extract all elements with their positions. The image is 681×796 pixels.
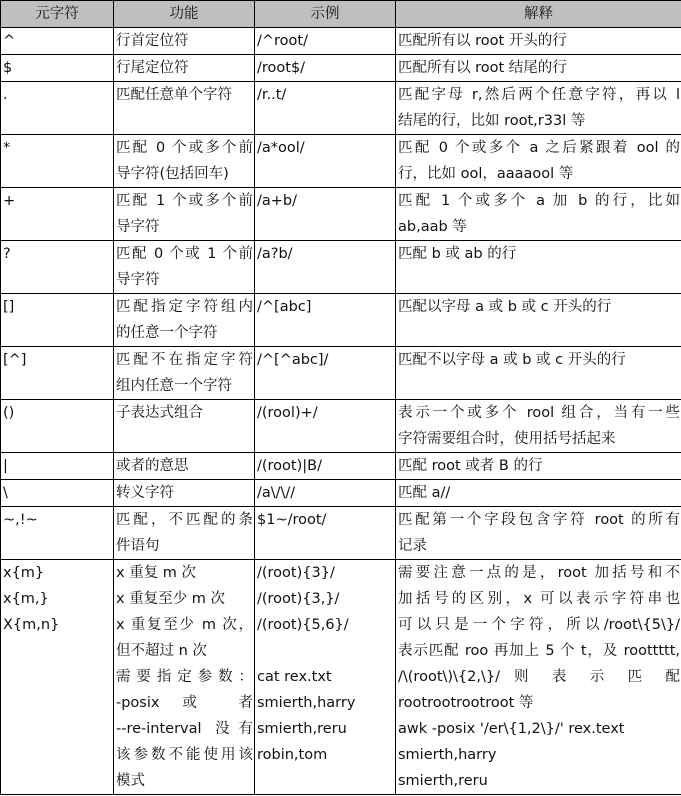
metachar-cell: x{m} x{m,} X{m,n} bbox=[1, 560, 114, 795]
table-row bbox=[1, 400, 681, 453]
example-cell: /a\/\// bbox=[255, 480, 396, 507]
explanation-cell: 匹配 0 个或多个 a 之后紧跟着 ool 的 行，比如 ool，aaaaool 等 bbox=[396, 135, 681, 188]
example-cell: /^[^abc]/ bbox=[255, 347, 396, 400]
header-function: 功能 bbox=[114, 1, 255, 28]
table-row bbox=[1, 507, 681, 560]
example-cell: /a+b/ bbox=[255, 188, 396, 241]
explanation-cell: 匹配第一个字段包含字符 root 的所有 记录 bbox=[396, 507, 681, 560]
table-row bbox=[1, 241, 681, 294]
metachar-cell: ~,!~ bbox=[1, 507, 114, 560]
example-cell: /^root/ bbox=[255, 28, 396, 55]
table-row bbox=[1, 480, 681, 507]
function-cell: 行首定位符 bbox=[114, 28, 255, 55]
function-cell: 匹配 0 个或多个前 导字符(包括回车) bbox=[114, 135, 255, 188]
explanation-cell: 匹配 root 或者 B 的行 bbox=[396, 453, 681, 480]
example-cell: $1~/root/ bbox=[255, 507, 396, 560]
function-cell: 匹配，不匹配的条 件语句 bbox=[114, 507, 255, 560]
table-row bbox=[1, 82, 681, 135]
function-cell: 行尾定位符 bbox=[114, 55, 255, 82]
table-row bbox=[1, 453, 681, 480]
explanation-cell: 匹配 a// bbox=[396, 480, 681, 507]
table-row bbox=[1, 560, 681, 795]
table-row bbox=[1, 55, 681, 82]
metachar-cell: | bbox=[1, 453, 114, 480]
example-cell: /(root)|B/ bbox=[255, 453, 396, 480]
example-cell: /(root){3}/ /(root){3,}/ /(root){5,6}/ cat rex.txt smierth,harry smierth,reru robin,tom bbox=[255, 560, 396, 795]
function-cell: 匹配 0 个或 1 个前 导字符 bbox=[114, 241, 255, 294]
example-cell: /root$/ bbox=[255, 55, 396, 82]
table-row bbox=[1, 294, 681, 347]
metachar-cell: [^] bbox=[1, 347, 114, 400]
table-row bbox=[1, 28, 681, 55]
metachar-cell: * bbox=[1, 135, 114, 188]
explanation-cell: 需要注意一点的是，root 加括号和不 加括号的区别，x 可以表示字符串也 可以只是一个字符，所以/root\{5\}/ 表示匹配 roo 再加上 5 个 t，及 roottttt, /\(root\)\{2,\}/ 则 表 示 匹 配 rootrootrootroot 等 awk -posix '/er\{1,2\}/' rex.text smierth,harry smierth,reru bbox=[396, 560, 681, 795]
header-explanation: 解释 bbox=[396, 1, 681, 28]
metachar-cell: \ bbox=[1, 480, 114, 507]
explanation-cell: 匹配所有以 root 开头的行 bbox=[396, 28, 681, 55]
table-row bbox=[1, 188, 681, 241]
example-cell: /r..t/ bbox=[255, 82, 396, 135]
function-cell: 或者的意思 bbox=[114, 453, 255, 480]
metachar-cell: [] bbox=[1, 294, 114, 347]
explanation-cell: 匹配以字母 a 或 b 或 c 开头的行 bbox=[396, 294, 681, 347]
function-cell: 匹配 1 个或多个前 导字符 bbox=[114, 188, 255, 241]
metachar-cell: ^ bbox=[1, 28, 114, 55]
function-cell: 子表达式组合 bbox=[114, 400, 255, 453]
function-cell: 转义字符 bbox=[114, 480, 255, 507]
table-row bbox=[1, 135, 681, 188]
metachar-cell: $ bbox=[1, 55, 114, 82]
header-example: 示例 bbox=[255, 1, 396, 28]
explanation-cell: 匹配不以字母 a 或 b 或 c 开头的行 bbox=[396, 347, 681, 400]
function-cell: 匹配不在指定字符 组内任意一个字符 bbox=[114, 347, 255, 400]
metachar-cell: . bbox=[1, 82, 114, 135]
metachar-cell: ? bbox=[1, 241, 114, 294]
explanation-cell: 匹配字母 r,然后两个任意字符，再以 l 结尾的行，比如 root,r33l 等 bbox=[396, 82, 681, 135]
example-cell: /a*ool/ bbox=[255, 135, 396, 188]
metachar-cell: + bbox=[1, 188, 114, 241]
table-row bbox=[1, 347, 681, 400]
function-cell: x 重复 m 次 x 重复至少 m 次 x 重复至少 m 次， 但不超过 n 次 需要指定参数： -posix 或 者 --re-interval 没有 该参数不能使用该 模式 bbox=[114, 560, 255, 795]
function-cell: 匹配任意单个字符 bbox=[114, 82, 255, 135]
explanation-cell: 匹配 1 个或多个 a 加 b 的行，比如 ab,aab 等 bbox=[396, 188, 681, 241]
example-cell: /^[abc] bbox=[255, 294, 396, 347]
explanation-cell: 表示一个或多个 rool 组合，当有一些 字符需要组合时，使用括号括起来 bbox=[396, 400, 681, 453]
explanation-cell: 匹配所有以 root 结尾的行 bbox=[396, 55, 681, 82]
header-row bbox=[1, 1, 681, 28]
explanation-cell: 匹配 b 或 ab 的行 bbox=[396, 241, 681, 294]
function-cell: 匹配指定字符组内 的任意一个字符 bbox=[114, 294, 255, 347]
header-metachar: 元字符 bbox=[1, 1, 114, 28]
example-cell: /a?b/ bbox=[255, 241, 396, 294]
metachar-cell: () bbox=[1, 400, 114, 453]
example-cell: /(rool)+/ bbox=[255, 400, 396, 453]
